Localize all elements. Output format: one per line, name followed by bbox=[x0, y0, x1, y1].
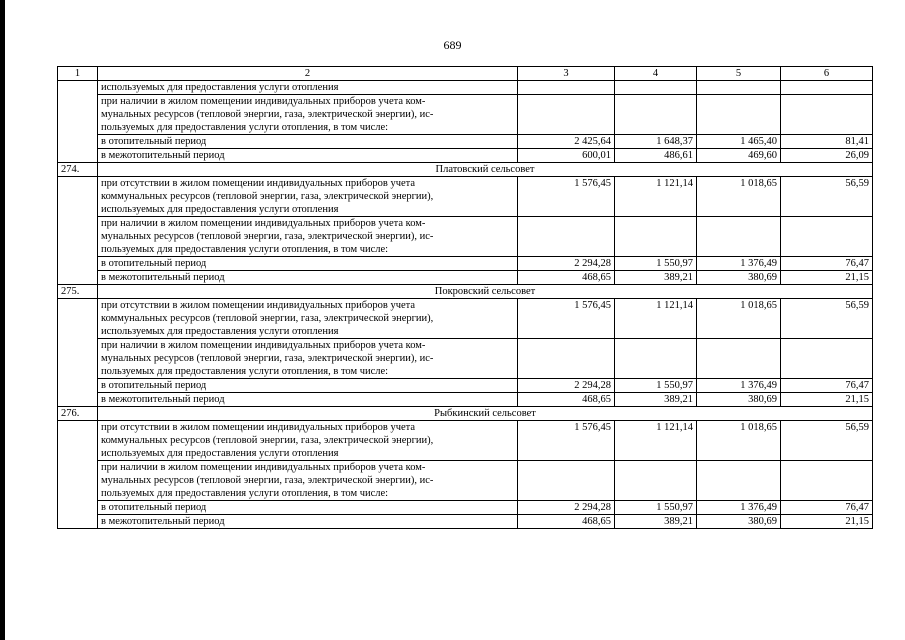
value-cell: 380,69 bbox=[697, 393, 781, 407]
num-cell bbox=[58, 515, 98, 529]
tariff-table bbox=[57, 66, 873, 529]
label-cell: в межотопительный период bbox=[98, 271, 518, 285]
num-cell bbox=[58, 393, 98, 407]
table-body bbox=[58, 67, 873, 529]
num-cell bbox=[58, 339, 98, 379]
label-cell: используемых для предоставления услуги отопления bbox=[98, 81, 518, 95]
num-cell bbox=[58, 299, 98, 339]
label-cell: при отсутствии в жилом помещении индивидуальных приборов учета коммунальных ресурсов (тепловой энергии, газа, электрической энергии), используемых для предоставления услуги отопления bbox=[98, 177, 518, 217]
num-cell bbox=[58, 217, 98, 257]
section-number: 276. bbox=[58, 407, 98, 421]
table-row bbox=[58, 461, 873, 501]
value-cell: 389,21 bbox=[615, 393, 697, 407]
value-cell: 1 576,45 bbox=[518, 299, 615, 339]
label-cell: в отопительный период bbox=[98, 257, 518, 271]
value-cell: 1 376,49 bbox=[697, 379, 781, 393]
header-row bbox=[58, 67, 873, 81]
value-cell: 2 425,64 bbox=[518, 135, 615, 149]
value-cell: 76,47 bbox=[781, 257, 873, 271]
header-cell: 6 bbox=[781, 67, 873, 81]
header-cell: 4 bbox=[615, 67, 697, 81]
value-cell: 1 550,97 bbox=[615, 379, 697, 393]
table-row bbox=[58, 421, 873, 461]
label-cell: при наличии в жилом помещении индивидуальных приборов учета ком- мунальных ресурсов (тепловой энергии, газа, электрической энергии), ис- пользуемых для предоставления услуги отопления, в том числе: bbox=[98, 217, 518, 257]
table-row bbox=[58, 257, 873, 271]
table-row bbox=[58, 81, 873, 95]
num-cell bbox=[58, 461, 98, 501]
num-cell bbox=[58, 421, 98, 461]
table-row bbox=[58, 177, 873, 217]
page-number: 689 bbox=[443, 38, 462, 52]
value-cell: 56,59 bbox=[781, 421, 873, 461]
value-cell: 1 121,14 bbox=[615, 299, 697, 339]
table-row bbox=[58, 271, 873, 285]
header-cell: 1 bbox=[58, 67, 98, 81]
table-row bbox=[58, 299, 873, 339]
value-cell: 2 294,28 bbox=[518, 379, 615, 393]
value-cell: 600,01 bbox=[518, 149, 615, 163]
table-row bbox=[58, 149, 873, 163]
value-cell: 1 465,40 bbox=[697, 135, 781, 149]
header-cell: 5 bbox=[697, 67, 781, 81]
label-cell: в межотопительный период bbox=[98, 515, 518, 529]
num-cell bbox=[58, 257, 98, 271]
section-name: Платовский сельсовет bbox=[98, 163, 873, 177]
label-cell: при наличии в жилом помещении индивидуальных приборов учета ком- мунальных ресурсов (тепловой энергии, газа, электрической энергии), ис- пользуемых для предоставления услуги отопления, в том числе: bbox=[98, 95, 518, 135]
num-cell bbox=[58, 177, 98, 217]
label-cell: при отсутствии в жилом помещении индивидуальных приборов учета коммунальных ресурсов (тепловой энергии, газа, электрической энергии), используемых для предоставления услуги отопления bbox=[98, 421, 518, 461]
num-cell bbox=[58, 379, 98, 393]
value-cell: 1 018,65 bbox=[697, 421, 781, 461]
section-header-row bbox=[58, 163, 873, 177]
value-cell: 2 294,28 bbox=[518, 257, 615, 271]
label-cell: в межотопительный период bbox=[98, 149, 518, 163]
table-row bbox=[58, 393, 873, 407]
section-header-row bbox=[58, 407, 873, 421]
value-cell: 56,59 bbox=[781, 177, 873, 217]
section-header-row bbox=[58, 285, 873, 299]
num-cell bbox=[58, 135, 98, 149]
value-cell: 1 121,14 bbox=[615, 421, 697, 461]
value-cell: 21,15 bbox=[781, 515, 873, 529]
header-cell: 2 bbox=[98, 67, 518, 81]
section-number: 275. bbox=[58, 285, 98, 299]
value-cell: 469,60 bbox=[697, 149, 781, 163]
label-cell: в отопительный период bbox=[98, 501, 518, 515]
value-cell: 21,15 bbox=[781, 393, 873, 407]
section-number: 274. bbox=[58, 163, 98, 177]
num-cell bbox=[58, 95, 98, 135]
label-cell: при отсутствии в жилом помещении индивидуальных приборов учета коммунальных ресурсов (тепловой энергии, газа, электрической энергии), используемых для предоставления услуги отопления bbox=[98, 299, 518, 339]
value-cell: 2 294,28 bbox=[518, 501, 615, 515]
table-row bbox=[58, 217, 873, 257]
value-cell: 26,09 bbox=[781, 149, 873, 163]
value-cell: 380,69 bbox=[697, 271, 781, 285]
value-cell: 389,21 bbox=[615, 271, 697, 285]
value-cell: 486,61 bbox=[615, 149, 697, 163]
table-row bbox=[58, 95, 873, 135]
section-name: Рыбкинский сельсовет bbox=[98, 407, 873, 421]
section-name: Покровский сельсовет bbox=[98, 285, 873, 299]
value-cell: 468,65 bbox=[518, 393, 615, 407]
value-cell: 389,21 bbox=[615, 515, 697, 529]
value-cell: 1 550,97 bbox=[615, 501, 697, 515]
value-cell: 21,15 bbox=[781, 271, 873, 285]
value-cell: 380,69 bbox=[697, 515, 781, 529]
value-cell: 76,47 bbox=[781, 379, 873, 393]
value-cell: 1 550,97 bbox=[615, 257, 697, 271]
header-cell: 3 bbox=[518, 67, 615, 81]
value-cell: 1 576,45 bbox=[518, 421, 615, 461]
table-row bbox=[58, 379, 873, 393]
table-row bbox=[58, 501, 873, 515]
value-cell: 81,41 bbox=[781, 135, 873, 149]
value-cell: 1 376,49 bbox=[697, 257, 781, 271]
table-row bbox=[58, 515, 873, 529]
value-cell: 56,59 bbox=[781, 299, 873, 339]
num-cell bbox=[58, 501, 98, 515]
value-cell: 468,65 bbox=[518, 515, 615, 529]
label-cell: в межотопительный период bbox=[98, 393, 518, 407]
num-cell bbox=[58, 81, 98, 95]
value-cell: 468,65 bbox=[518, 271, 615, 285]
value-cell: 1 576,45 bbox=[518, 177, 615, 217]
label-cell: в отопительный период bbox=[98, 379, 518, 393]
value-cell: 1 121,14 bbox=[615, 177, 697, 217]
value-cell: 1 018,65 bbox=[697, 177, 781, 217]
label-cell: в отопительный период bbox=[98, 135, 518, 149]
value-cell: 76,47 bbox=[781, 501, 873, 515]
table-row bbox=[58, 339, 873, 379]
label-cell: при наличии в жилом помещении индивидуальных приборов учета ком- мунальных ресурсов (тепловой энергии, газа, электрической энергии), ис- пользуемых для предоставления услуги отопления, в том числе: bbox=[98, 461, 518, 501]
value-cell: 1 018,65 bbox=[697, 299, 781, 339]
page-edge-bar bbox=[0, 0, 5, 640]
table-row bbox=[58, 135, 873, 149]
value-cell: 1 648,37 bbox=[615, 135, 697, 149]
num-cell bbox=[58, 271, 98, 285]
label-cell: при наличии в жилом помещении индивидуальных приборов учета ком- мунальных ресурсов (тепловой энергии, газа, электрической энергии), ис- пользуемых для предоставления услуги отопления, в том числе: bbox=[98, 339, 518, 379]
value-cell: 1 376,49 bbox=[697, 501, 781, 515]
num-cell bbox=[58, 149, 98, 163]
